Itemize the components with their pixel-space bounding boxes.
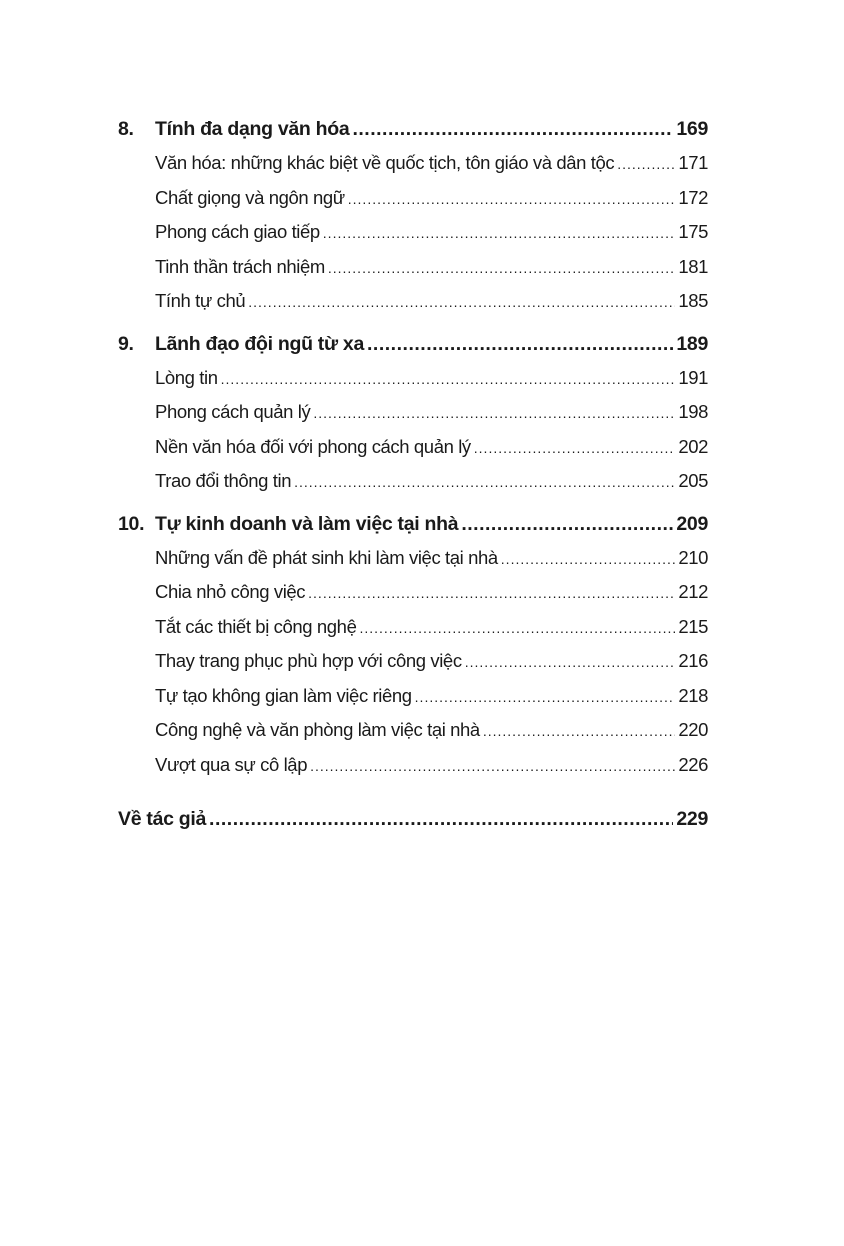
section-title: Vượt qua sự cô lập xyxy=(155,753,308,775)
page-number: 169 xyxy=(676,118,708,140)
page-number: 181 xyxy=(678,255,708,277)
dot-leader xyxy=(209,802,673,836)
page-number: 185 xyxy=(678,290,708,311)
dot-leader xyxy=(359,610,675,646)
toc-about-author xyxy=(118,802,708,836)
page-number: 172 xyxy=(678,186,708,208)
page-number: 210 xyxy=(678,546,708,568)
section-title: Tinh thần trách nhiệm xyxy=(155,255,325,277)
section-title: Chia nhỏ công việc xyxy=(155,581,306,602)
chapter-number: 10. xyxy=(118,512,145,535)
section-title: Tắt các thiết bị công nghệ xyxy=(155,615,357,637)
section-title: Những vấn đề phát sinh khi làm việc tại nhà xyxy=(155,546,498,568)
dot-leader xyxy=(308,575,675,611)
section-title: Chất giọng và ngôn ngữ xyxy=(155,186,345,208)
dot-leader xyxy=(310,748,675,784)
table-of-contents xyxy=(118,112,708,836)
section-title: Công nghệ và văn phòng làm việc tại nhà xyxy=(155,719,480,740)
page-number: 191 xyxy=(678,366,708,388)
toc-section xyxy=(118,748,708,783)
chapter-number: 9. xyxy=(118,332,134,355)
page-number: 220 xyxy=(678,719,708,740)
page-number: 209 xyxy=(676,512,708,535)
toc-section xyxy=(118,395,708,430)
toc-section xyxy=(118,610,708,645)
chapter-heading xyxy=(118,507,708,541)
chapter-heading xyxy=(118,327,708,361)
toc-section xyxy=(118,713,708,748)
page-number: 171 xyxy=(678,152,708,173)
dot-leader xyxy=(221,361,676,397)
section-title: Tính tự chủ xyxy=(155,290,246,311)
dot-leader xyxy=(248,284,675,320)
chapter-heading xyxy=(118,112,708,146)
toc-section xyxy=(118,464,708,499)
page-number: 205 xyxy=(678,470,708,491)
dot-leader xyxy=(313,395,675,431)
dot-leader xyxy=(461,507,673,541)
section-title: Thay trang phục phù hợp với công việc xyxy=(155,650,462,671)
page-number: 226 xyxy=(678,753,708,775)
toc-section xyxy=(118,541,708,576)
dot-leader xyxy=(474,430,676,466)
toc-section xyxy=(118,430,708,465)
toc-section xyxy=(118,250,708,285)
chapter-title: Tự kinh doanh và làm việc tại nhà xyxy=(155,512,459,535)
page-number: 218 xyxy=(678,684,708,706)
page-number: 229 xyxy=(676,808,708,830)
page-number: 175 xyxy=(678,221,708,242)
dot-leader xyxy=(465,644,676,680)
about-author-title: Về tác giả xyxy=(118,808,207,830)
chapter-title: Lãnh đạo đội ngũ từ xa xyxy=(155,332,365,355)
dot-leader xyxy=(352,112,673,146)
page-number: 215 xyxy=(678,615,708,637)
page-number: 189 xyxy=(676,332,708,355)
toc-section xyxy=(118,679,708,714)
toc-section xyxy=(118,361,708,396)
toc-section xyxy=(118,146,708,181)
dot-leader xyxy=(501,541,676,577)
section-title: Nền văn hóa đối với phong cách quản lý xyxy=(155,435,471,457)
dot-leader xyxy=(294,464,675,500)
chapter-number: 8. xyxy=(118,118,134,140)
section-title: Văn hóa: những khác biệt về quốc tịch, tôn giáo và dân tộc xyxy=(155,152,615,173)
dot-leader xyxy=(415,679,676,715)
section-title: Lòng tin xyxy=(155,366,218,388)
toc-chapter-10 xyxy=(118,507,708,783)
dot-leader xyxy=(323,215,676,251)
dot-leader xyxy=(348,181,676,217)
toc-section xyxy=(118,181,708,216)
section-title: Trao đổi thông tin xyxy=(155,470,292,491)
page-number: 216 xyxy=(678,650,708,671)
page-number: 198 xyxy=(678,401,708,422)
toc-section xyxy=(118,575,708,610)
section-title: Phong cách quản lý xyxy=(155,401,311,422)
page-number: 202 xyxy=(678,435,708,457)
toc-section xyxy=(118,215,708,250)
dot-leader xyxy=(483,713,676,749)
toc-section xyxy=(118,644,708,679)
dot-leader xyxy=(367,327,673,361)
chapter-title: Tính đa dạng văn hóa xyxy=(155,118,350,140)
section-title: Phong cách giao tiếp xyxy=(155,221,320,242)
dot-leader xyxy=(328,250,675,286)
toc-chapter-9 xyxy=(118,327,708,499)
section-title: Tự tạo không gian làm việc riêng xyxy=(155,684,412,706)
toc-section xyxy=(118,284,708,319)
page-number: 212 xyxy=(678,581,708,602)
dot-leader xyxy=(617,146,675,182)
toc-chapter-8 xyxy=(118,112,708,319)
